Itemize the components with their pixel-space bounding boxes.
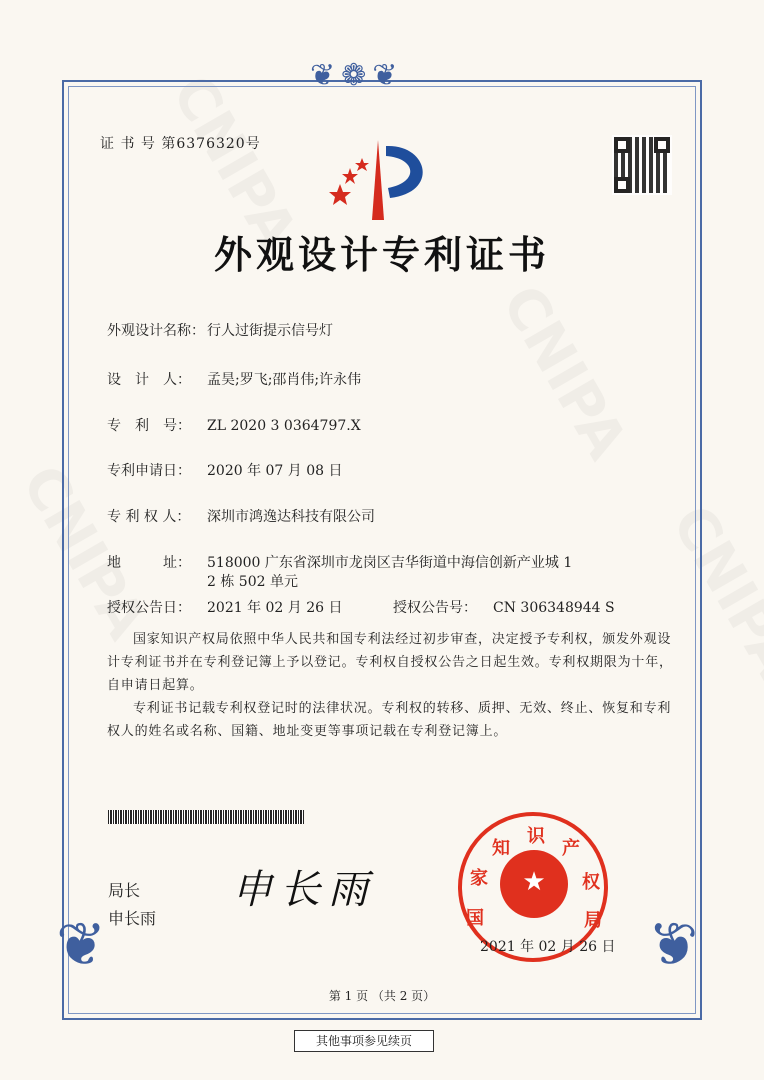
field-value: 孟昊;罗飞;邵肖伟;许永伟 (207, 372, 362, 388)
corner-ornament-icon: ❦ (56, 910, 107, 980)
field-grant-number (393, 597, 615, 617)
field-patent-number (107, 415, 361, 435)
page-number: 第 1 页 （共 2 页） (328, 989, 436, 1003)
certificate-title: 外观设计专利证书 (213, 232, 550, 277)
field-label: 设 计 人： (107, 372, 191, 388)
field-designers (107, 369, 361, 389)
field-label: 地 址： (107, 555, 191, 571)
official-seal: 国 家 知 识 产 权 局 ★ (458, 812, 608, 962)
national-emblem-icon: ★ (500, 850, 568, 918)
field-label: 专利申请日： (107, 463, 191, 479)
field-value: 2021 年 02 月 26 日 (207, 600, 343, 616)
field-design-name (107, 320, 333, 340)
signatory-title: 局长 (108, 881, 141, 900)
statement-paragraph: 专利证书记载专利权登记时的法律状况。专利权的转移、质押、无效、终止、恢复和专利权人的姓名或名称、国籍、地址变更等事项记载在专利登记簿上。 (107, 701, 672, 739)
field-value: 2020 年 07 月 08 日 (207, 463, 343, 479)
field-value: CN 306348944 S (493, 600, 615, 616)
field-grant-date (107, 597, 343, 617)
field-address-line2: 2 栋 502 单元 (207, 574, 298, 590)
field-value: 行人过街提示信号灯 (207, 323, 333, 339)
field-label: 专 利 号： (107, 418, 191, 434)
field-label: 专 利 权 人： (107, 509, 191, 525)
footer-note: 其他事项参见续页 (294, 1030, 434, 1052)
field-application-date (107, 460, 343, 480)
field-address (107, 552, 572, 572)
seal-date: 2021 年 02 月 26 日 (480, 939, 616, 955)
field-value: ZL 2020 3 0364797.X (207, 418, 361, 434)
cnipa-logo-icon (328, 132, 440, 222)
field-label: 授权公告日： (107, 600, 191, 616)
field-label: 外观设计名称： (107, 323, 205, 339)
corner-ornament-icon: ❦ (648, 910, 699, 980)
signatory-name: 申长雨 (108, 909, 157, 928)
statement-paragraph: 国家知识产权局依照中华人民共和国专利法经过初步审查，决定授予专利权，颁发外观设计专利证书并在专利登记簿上予以登记。专利权自授权公告之日起生效。专利权期限为十年，自申请日起算。 (107, 632, 673, 693)
top-ornament-icon: ❦❁❦ (310, 58, 404, 93)
field-value: 518000 广东省深圳市龙岗区吉华街道中海信创新产业城 1 (207, 555, 573, 571)
qr-code (612, 135, 672, 195)
barcode (108, 810, 304, 824)
field-value: 深圳市鸿逸达科技有限公司 (207, 509, 375, 525)
handwritten-signature: 申长雨 (232, 867, 376, 913)
certificate-number: 证 书 号 第6376320号 (100, 136, 261, 152)
field-label: 授权公告号： (393, 600, 477, 616)
field-patentee (107, 506, 375, 526)
